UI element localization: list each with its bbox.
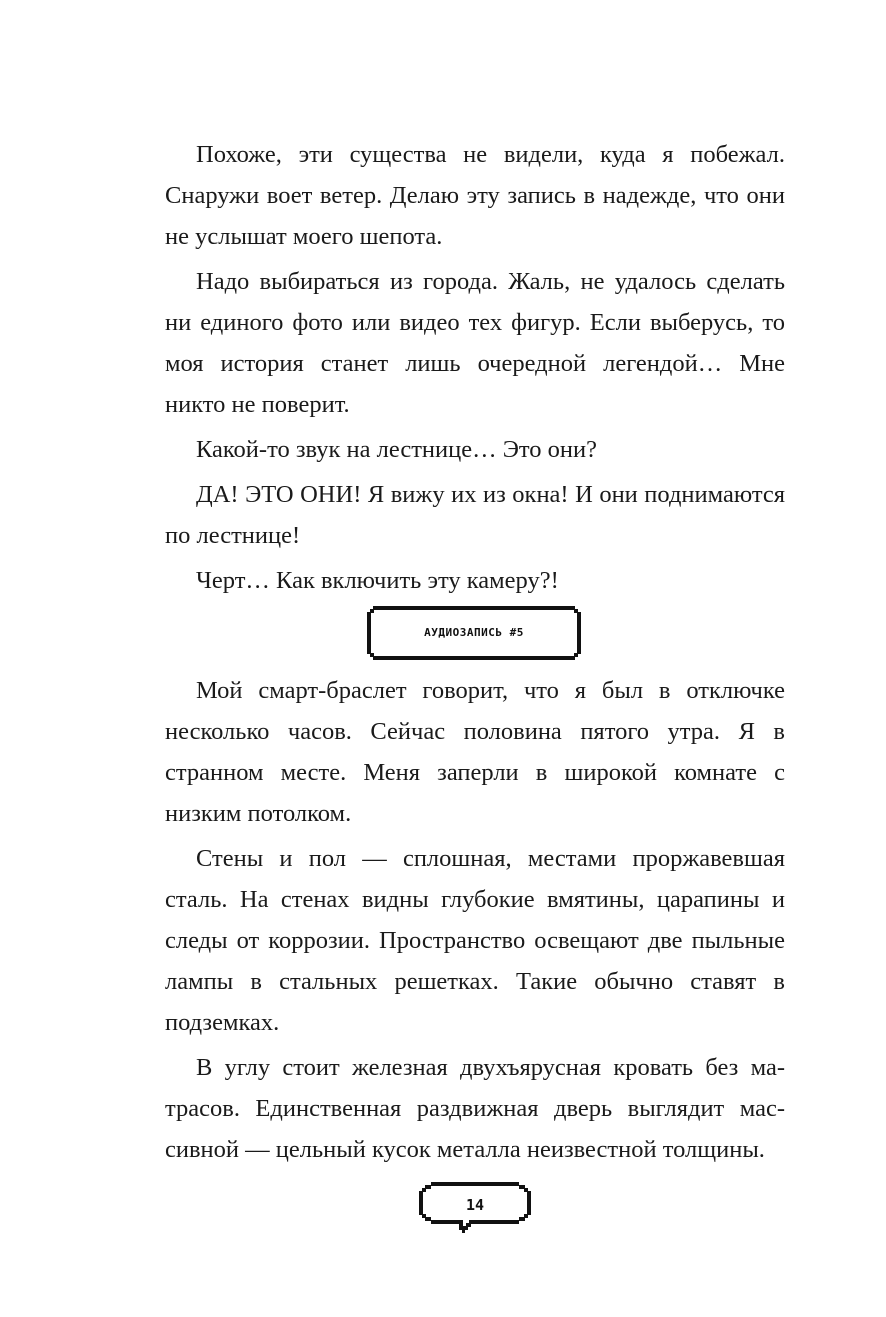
- paragraph: Стены и пол — сплошная, местами проржавевшая сталь. На стенах видны глубокие вмятины, царапины и следы от коррозии. Пространство освещают две пыльные лампы в стальных решетках. Такие обычно ставят в подземках.: [165, 845, 785, 1036]
- paragraph: Надо выбираться из города. Жаль, не удалось сделать ни единого фото или видео тех фигур. Если выберусь, то моя история станет лишь очередной легендой… Мне никто не поверит.: [165, 268, 785, 418]
- paragraph: Мой смарт-браслет говорит, что я был в отключке несколько часов. Сейчас половина пятого утра. Я в странном месте. Меня заперли в широкой комнате с низким потолком.: [165, 677, 785, 827]
- paragraph: В углу стоит железная двухъярусная кровать без матрасов. Единственная раздвижная дверь выглядит массивной — цельный кусок металла неизвестной толщины.: [165, 1054, 785, 1163]
- text-section-2: [165, 670, 785, 1174]
- page-number-bubble: [417, 1180, 533, 1240]
- audio-record-header: [365, 604, 583, 662]
- paragraph: Похоже, эти существа не видели, куда я побежал. Снаружи воет ветер. Делаю эту запись в надежде, что они не услышат моего шепота.: [165, 141, 785, 250]
- page-number: 14: [465, 1196, 485, 1214]
- paragraph: Черт… Как включить эту камеру?!: [196, 567, 559, 594]
- audio-record-label: АУДИОЗАПИСЬ #5: [424, 626, 524, 639]
- paragraph: ДА! ЭТО ОНИ! Я вижу их из окна! И они поднимаются по лестнице!: [165, 481, 785, 549]
- text-section-1: [165, 134, 785, 605]
- paragraph: Какой-то звук на лестнице… Это они?: [196, 436, 598, 463]
